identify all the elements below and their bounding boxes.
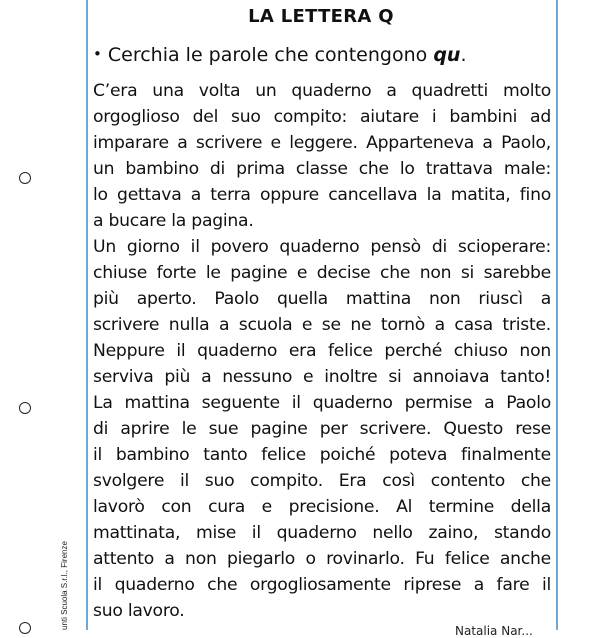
- story-line: Neppure il quaderno era felice perché chiuso non: [93, 341, 551, 361]
- margin-line-right: [556, 0, 558, 630]
- instruction-end: .: [460, 44, 467, 66]
- exercise-instruction: [93, 44, 467, 66]
- instruction-text: Cerchia le parole che contengono: [107, 44, 434, 66]
- margin-line-left: [86, 0, 88, 630]
- story-line: serviva più a nessuno e inoltre si annoiava tanto!: [93, 367, 551, 387]
- binder-hole: [19, 172, 31, 184]
- story-line: il quaderno che orgogliosamente riprese a fare il: [93, 575, 551, 595]
- story-line: C’era una volta un quaderno a quadretti molto: [93, 81, 551, 101]
- story-line: mattinata, mise il quaderno nello zaino, stando: [93, 523, 551, 543]
- instruction-emphasis: qu: [433, 44, 461, 66]
- bullet-icon: •: [93, 45, 102, 63]
- story-line: il bambino tanto felice poiché poteva finalmente: [93, 445, 551, 465]
- story-line: di aprire le sue pagine per scrivere. Questo rese: [93, 419, 551, 439]
- story-line: La mattina seguente il quaderno permise a Paolo: [93, 393, 551, 413]
- publisher-credit: unti Scuola S.r.l., Firenze: [60, 541, 69, 630]
- story-line: più aperto. Paolo quella mattina non riuscì a: [93, 289, 551, 309]
- story-line: lavorò con cura e precisione. Al termine della: [93, 497, 551, 517]
- story-line: a bucare la pagina.: [93, 211, 254, 231]
- story-line: suo lavoro.: [93, 601, 185, 621]
- story-line: lo gettava a terra oppure cancellava la matita, fino: [93, 185, 551, 205]
- story-line: svolgere il suo compito. Era così contento che: [93, 471, 551, 491]
- author-signature: Natalia Nar...: [455, 624, 533, 638]
- binder-hole: [19, 622, 31, 634]
- story-line: imparare a scrivere e leggere. Apparteneva a Paolo,: [93, 133, 551, 153]
- story-line: attento a non piegarlo o rovinarlo. Fu felice anche: [93, 549, 551, 569]
- story-line: un bambino di prima classe che lo trattava male:: [93, 159, 551, 179]
- story-line: orgoglioso del suo compito: aiutare i bambini ad: [93, 107, 551, 127]
- story-line: chiuse forte le pagine e decise che non si sarebbe: [93, 263, 551, 283]
- binder-hole: [19, 402, 31, 414]
- story-line: Un giorno il povero quaderno pensò di scioperare:: [93, 237, 551, 257]
- page-title: LA LETTERA Q: [248, 6, 394, 27]
- story-line: scrivere nulla a scuola e se ne tornò a casa triste.: [93, 315, 551, 335]
- story-text: [93, 78, 551, 624]
